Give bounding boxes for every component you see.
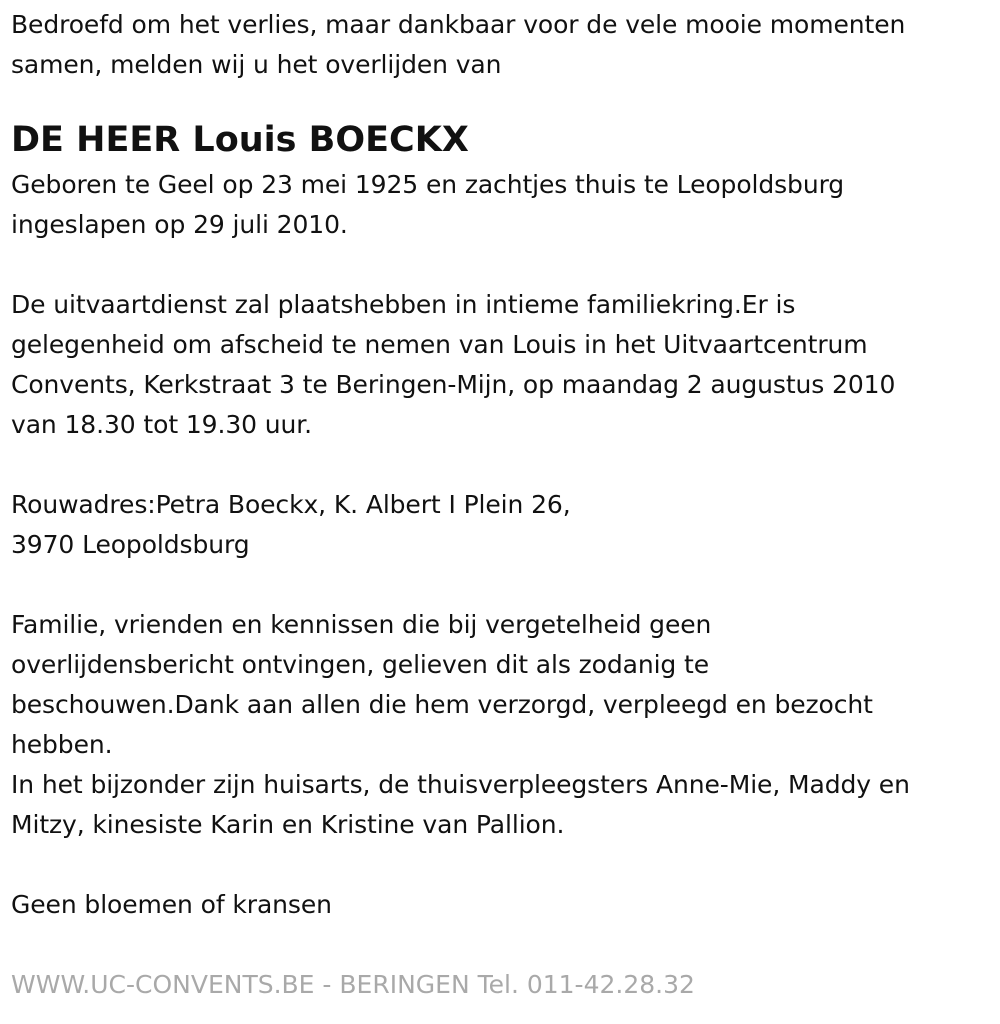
thanks-line-3: beschouwen.Dank aan allen die hem verzorgd, verpleegd en bezocht (11, 690, 873, 719)
intro-line-1: Bedroefd om het verlies, maar dankbaar voor de vele mooie momenten (11, 10, 906, 39)
thanks-line-2: overlijdensbericht ontvingen, gelieven dit als zodanig te (11, 650, 710, 679)
spacer (11, 445, 986, 485)
thanks-line-5: In het bijzonder zijn huisarts, de thuisverpleegsters Anne-Mie, Maddy en (11, 770, 910, 799)
service-line-4: van 18.30 tot 19.30 uur. (11, 410, 313, 439)
mourning-address-line-1: Rouwadres:Petra Boeckx, K. Albert I Plein 26, (11, 490, 571, 519)
deceased-name: DE HEER Louis BOECKX (11, 120, 469, 160)
thanks-line-6: Mitzy, kinesiste Karin en Kristine van Pallion. (11, 810, 565, 839)
intro-line-2: samen, melden wij u het overlijden van (11, 50, 502, 79)
thanks-line-1: Familie, vrienden en kennissen die bij vergetelheid geen (11, 610, 712, 639)
mourning-address-line-2: 3970 Leopoldsburg (11, 530, 250, 559)
service-line-3: Convents, Kerkstraat 3 te Beringen-Mijn, op maandag 2 augustus 2010 (11, 370, 896, 399)
spacer (11, 565, 986, 605)
spacer (11, 245, 986, 285)
service-line-2: gelegenheid om afscheid te nemen van Louis in het Uitvaartcentrum (11, 330, 868, 359)
spacer (11, 845, 986, 885)
funeral-home-footer: WWW.UC-CONVENTS.BE - BERINGEN Tel. 011-42.28.32 (11, 970, 695, 999)
birth-death-line-2: ingeslapen op 29 juli 2010. (11, 210, 348, 239)
thanks-line-4: hebben. (11, 730, 113, 759)
obituary-notice (11, 5, 986, 1005)
service-line-1: De uitvaartdienst zal plaatshebben in intieme familiekring.Er is (11, 290, 796, 319)
no-flowers-note: Geen bloemen of kransen (11, 890, 332, 919)
birth-death-line-1: Geboren te Geel op 23 mei 1925 en zachtjes thuis te Leopoldsburg (11, 170, 845, 199)
